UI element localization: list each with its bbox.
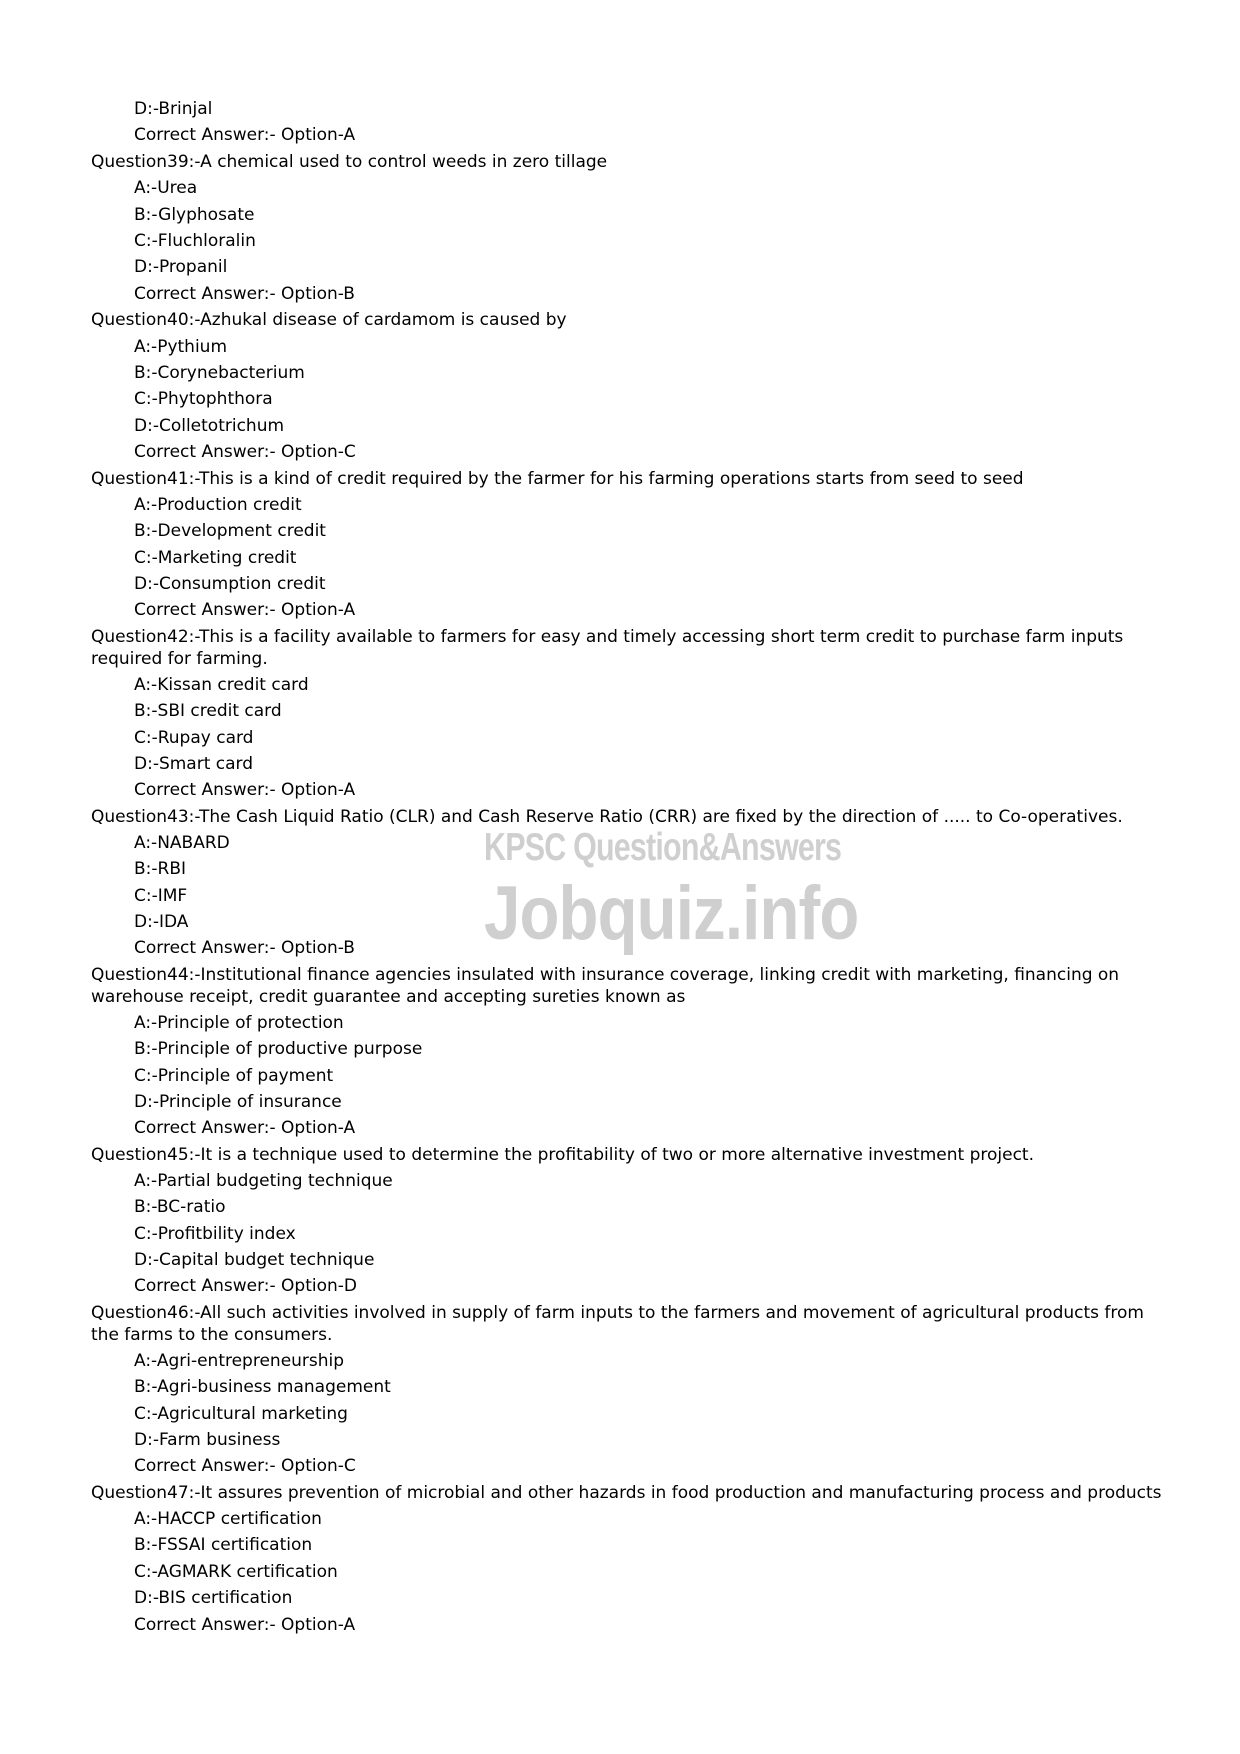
question-block bbox=[91, 466, 1171, 624]
answer-option: B:-FSSAI certification bbox=[134, 1535, 313, 1556]
answer-option: A:-Kissan credit card bbox=[134, 674, 309, 695]
answer-option: B:-Corynebacterium bbox=[134, 363, 305, 384]
answer-option: D:-Principle of insurance bbox=[134, 1092, 342, 1112]
question-block bbox=[91, 962, 1171, 1142]
answer-option: B:-RBI bbox=[134, 859, 187, 880]
question-block bbox=[91, 149, 1171, 307]
answer-option: D:-BIS certification bbox=[134, 1588, 293, 1609]
question-text: Question44:-Institutional finance agencies insulated with insurance coverage, linking credit with marketing, financing on warehouse receipt, credit guarantee and accepting sureties known as bbox=[91, 964, 1120, 1007]
watermark-kpsc: KPSC Question&Answers bbox=[484, 826, 842, 869]
correct-answer: Correct Answer:- Option-A bbox=[134, 1614, 356, 1635]
question-list bbox=[91, 149, 1171, 1638]
answer-option: D:-Farm business bbox=[134, 1430, 281, 1451]
answer-option: A:-Partial budgeting technique bbox=[134, 1170, 393, 1191]
answer-option: A:-Agri-entrepreneurship bbox=[134, 1350, 345, 1371]
answer-option: A:-Pythium bbox=[134, 336, 228, 357]
question-block bbox=[91, 804, 1171, 962]
answer-option: B:-Glyphosate bbox=[134, 204, 255, 225]
correct-answer: Correct Answer:- Option-A bbox=[134, 780, 356, 801]
question-block bbox=[91, 1300, 1171, 1480]
correct-answer: Correct Answer:- Option-B bbox=[134, 283, 355, 304]
lead-correct-answer: Correct Answer:- Option-A bbox=[134, 125, 356, 146]
question-text: Question41:-This is a kind of credit required by the farmer for his farming operations starts from seed to seed bbox=[91, 468, 1024, 489]
answer-option: C:-Phytophthora bbox=[134, 389, 273, 410]
answer-option: D:-IDA bbox=[134, 911, 189, 932]
answer-option: C:-AGMARK certification bbox=[134, 1561, 338, 1582]
answer-option: C:-Principle of payment bbox=[134, 1065, 334, 1086]
answer-option: A:-Urea bbox=[134, 178, 198, 199]
question-text: Question43:-The Cash Liquid Ratio (CLR) and Cash Reserve Ratio (CRR) are fixed by the direction of ..... to Co-operatives. bbox=[91, 806, 1123, 827]
question-text: Question45:-It is a technique used to determine the profitability of two or more alternative investment project. bbox=[91, 1144, 1034, 1165]
question-block bbox=[91, 1142, 1171, 1300]
answer-option: B:-SBI credit card bbox=[134, 701, 282, 722]
answer-option: C:-IMF bbox=[134, 885, 188, 906]
answer-option: C:-Fluchloralin bbox=[134, 231, 256, 252]
question-text: Question47:-It assures prevention of microbial and other hazards in food production and manufacturing process and products bbox=[91, 1482, 1162, 1503]
answer-option: D:-Colletotrichum bbox=[134, 415, 285, 436]
answer-option: D:-Smart card bbox=[134, 753, 254, 774]
lead-option-d: D:-Brinjal bbox=[134, 99, 213, 119]
answer-option: B:-Development credit bbox=[134, 521, 326, 542]
question-text: Question46:-All such activities involved in supply of farm inputs to the farmers and movement of agricultural products from the farms to the consumers. bbox=[91, 1302, 1144, 1345]
answer-option: C:-Profitbility index bbox=[134, 1223, 296, 1244]
answer-option: A:-Production credit bbox=[134, 494, 302, 515]
question-block bbox=[91, 1480, 1171, 1638]
answer-option: C:-Rupay card bbox=[134, 727, 254, 748]
question-block bbox=[91, 624, 1171, 804]
answer-option: A:-NABARD bbox=[134, 832, 230, 853]
answer-option: A:-HACCP certification bbox=[134, 1508, 322, 1529]
answer-option: B:-BC-ratio bbox=[134, 1197, 226, 1218]
answer-option: D:-Consumption credit bbox=[134, 573, 326, 594]
correct-answer: Correct Answer:- Option-B bbox=[134, 938, 355, 959]
answer-option: C:-Marketing credit bbox=[134, 547, 297, 568]
answer-option: D:-Propanil bbox=[134, 257, 228, 278]
correct-answer: Correct Answer:- Option-D bbox=[134, 1276, 357, 1297]
correct-answer: Correct Answer:- Option-C bbox=[134, 442, 356, 463]
correct-answer: Correct Answer:- Option-A bbox=[134, 1118, 356, 1139]
answer-option: C:-Agricultural marketing bbox=[134, 1403, 348, 1424]
question-text: Question40:-Azhukal disease of cardamom is caused by bbox=[91, 310, 567, 331]
answer-option: D:-Capital budget technique bbox=[134, 1250, 375, 1271]
answer-option: B:-Principle of productive purpose bbox=[134, 1039, 423, 1060]
question-text: Question39:-A chemical used to control weeds in zero tillage bbox=[91, 151, 608, 172]
correct-answer: Correct Answer:- Option-C bbox=[134, 1456, 356, 1477]
correct-answer: Correct Answer:- Option-A bbox=[134, 600, 356, 621]
question-page bbox=[91, 96, 1171, 1638]
question-block bbox=[91, 307, 1171, 465]
answer-option: B:-Agri-business management bbox=[134, 1377, 391, 1398]
question-text: Question42:-This is a facility available to farmers for easy and timely accessing short term credit to purchase farm inputs required for farming. bbox=[91, 626, 1124, 669]
answer-option: A:-Principle of protection bbox=[134, 1012, 344, 1033]
watermark-jobquiz: Jobquiz.info bbox=[484, 871, 859, 956]
